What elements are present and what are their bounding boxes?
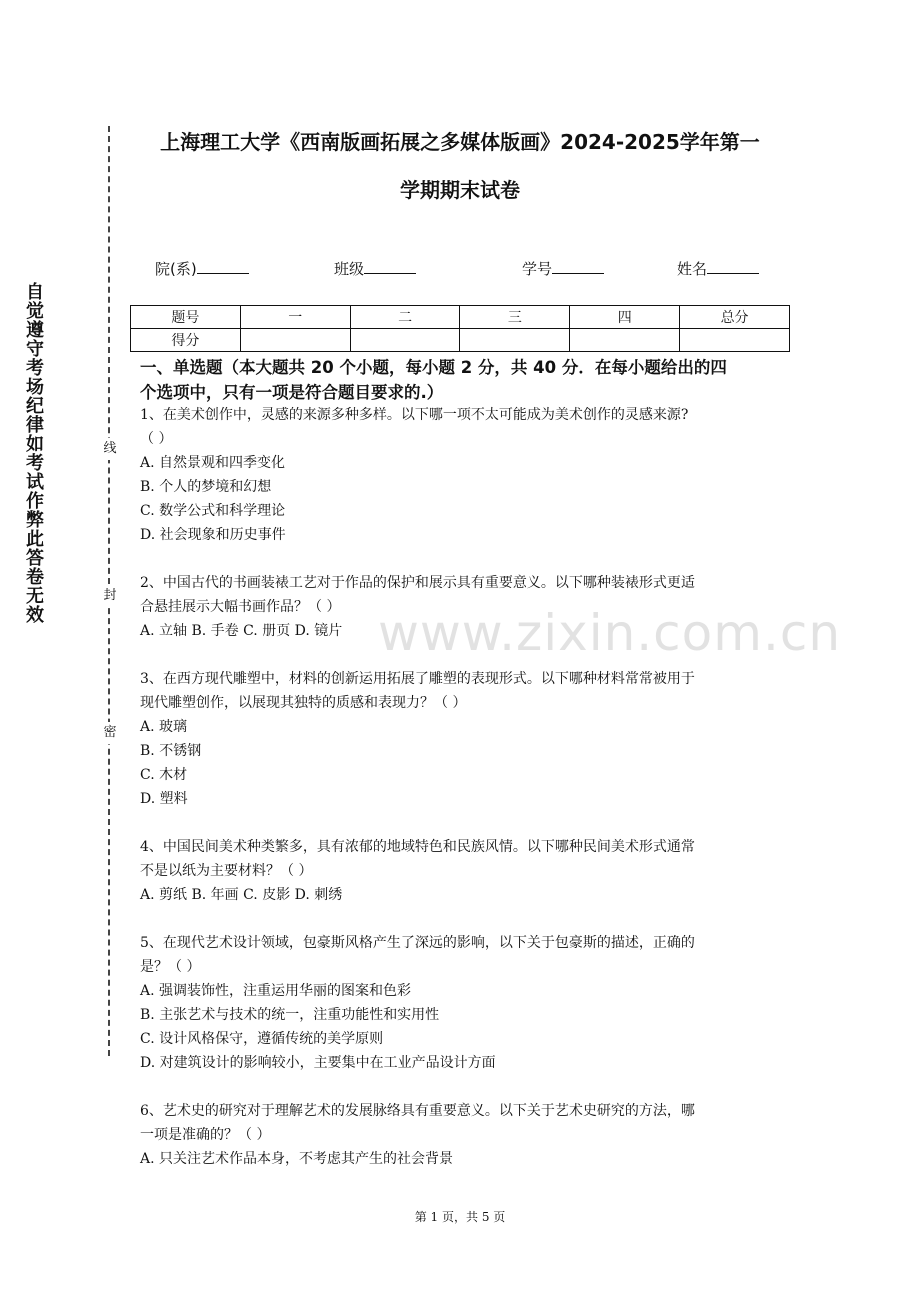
student-id-field[interactable]: 学号 (522, 258, 604, 279)
exam-rules-notice: 自觉遵守考场纪律如考试作弊此答卷无效 (23, 282, 44, 624)
question-1 (140, 403, 785, 547)
question-stem: 一项是准确的？（ ） (140, 1127, 271, 1143)
option-b: B. 主张艺术与技术的统一，注重功能性和实用性 (140, 1007, 440, 1023)
option-c: C. 木材 (140, 767, 188, 783)
question-stem: 现代雕塑创作，以展现其独特的质感和表现力？（ ） (140, 695, 467, 711)
question-stem: 是？（ ） (140, 959, 201, 975)
seal-char-feng: 封 (103, 585, 117, 607)
option-c: C. 设计风格保守，遵循传统的美学原则 (140, 1031, 384, 1047)
score-cell[interactable] (240, 329, 350, 352)
score-header-cell: 四 (570, 306, 680, 329)
score-header-cell: 题号 (131, 306, 241, 329)
page-footer: 第 1 页，共 5 页 (414, 1210, 506, 1224)
question-stem: 1、在美术创作中，灵感的来源多种多样。以下哪一项不太可能成为美术创作的灵感来源? (140, 407, 689, 423)
score-header-cell: 总分 (680, 306, 790, 329)
question-stem: 4、中国民间美术种类繁多，具有浓郁的地域特色和民族风情。以下哪种民间美术形式通常 (140, 839, 695, 855)
question-stem: 合悬挂展示大幅书画作品？（ ） (140, 599, 341, 615)
options-inline: A. 立轴 B. 手卷 C. 册页 D. 镜片 (140, 623, 343, 639)
score-table-header-row (131, 306, 790, 329)
score-header-cell: 一 (240, 306, 350, 329)
section-heading-line2: 个选项中，只有一项是符合题目要求的.） (140, 383, 444, 402)
question-2 (140, 571, 785, 643)
option-d: D. 社会现象和历史事件 (140, 527, 286, 543)
score-table-score-row (131, 329, 790, 352)
class-field[interactable]: 班级 (334, 258, 416, 279)
question-stem: 5、在现代艺术设计领域，包豪斯风格产生了深远的影响，以下关于包豪斯的描述，正确的 (140, 935, 695, 951)
options-inline: A. 剪纸 B. 年画 C. 皮影 D. 刺绣 (140, 887, 343, 903)
option-a: A. 只关注艺术作品本身，不考虑其产生的社会背景 (140, 1151, 454, 1167)
option-a: A. 自然景观和四季变化 (140, 455, 286, 471)
name-field[interactable]: 姓名 (677, 258, 759, 279)
exam-title-line1: 上海理工大学《西南版画拓展之多媒体版画》2024-2025学年第一 (160, 130, 760, 154)
score-cell[interactable] (350, 329, 460, 352)
score-cell[interactable] (460, 329, 570, 352)
score-header-cell: 二 (350, 306, 460, 329)
score-header-cell: 三 (460, 306, 570, 329)
seal-char-xian: 线 (103, 438, 117, 460)
question-6 (140, 1099, 785, 1171)
question-stem: 3、在西方现代雕塑中，材料的创新运用拓展了雕塑的表现形式。以下哪种材料常常被用于 (140, 671, 695, 687)
option-c: C. 数学公式和科学理论 (140, 503, 286, 519)
option-b: B. 不锈钢 (140, 743, 202, 759)
question-4 (140, 835, 785, 907)
question-stem: （ ） (140, 431, 173, 447)
score-table (130, 305, 790, 352)
exam-title-line2: 学期期末试卷 (400, 178, 520, 202)
department-field[interactable]: 院(系) (155, 258, 249, 279)
score-row-label: 得分 (131, 329, 241, 352)
question-stem: 6、艺术史的研究对于理解艺术的发展脉络具有重要意义。以下关于艺术史研究的方法，哪 (140, 1103, 695, 1119)
option-b: B. 个人的梦境和幻想 (140, 479, 272, 495)
option-d: D. 对建筑设计的影响较小，主要集中在工业产品设计方面 (140, 1055, 496, 1071)
option-d: D. 塑料 (140, 791, 188, 807)
question-list (140, 403, 785, 1195)
option-a: A. 强调装饰性，注重运用华丽的图案和色彩 (140, 983, 412, 999)
score-cell[interactable] (570, 329, 680, 352)
watermark: www.zixin.com.cn (378, 604, 842, 662)
section-heading-line1: 一、单选题（本大题共 20 个小题，每小题 2 分，共 40 分．在每小题给出的四 (140, 358, 727, 377)
question-stem: 2、中国古代的书画装裱工艺对于作品的保护和展示具有重要意义。以下哪种装裱形式更适 (140, 575, 695, 591)
seal-char-mi: 密 (103, 722, 117, 744)
section-heading (140, 355, 790, 405)
question-3 (140, 667, 785, 811)
option-a: A. 玻璃 (140, 719, 188, 735)
score-cell[interactable] (680, 329, 790, 352)
question-stem: 不是以纸为主要材料？（ ） (140, 863, 313, 879)
question-5 (140, 931, 785, 1075)
